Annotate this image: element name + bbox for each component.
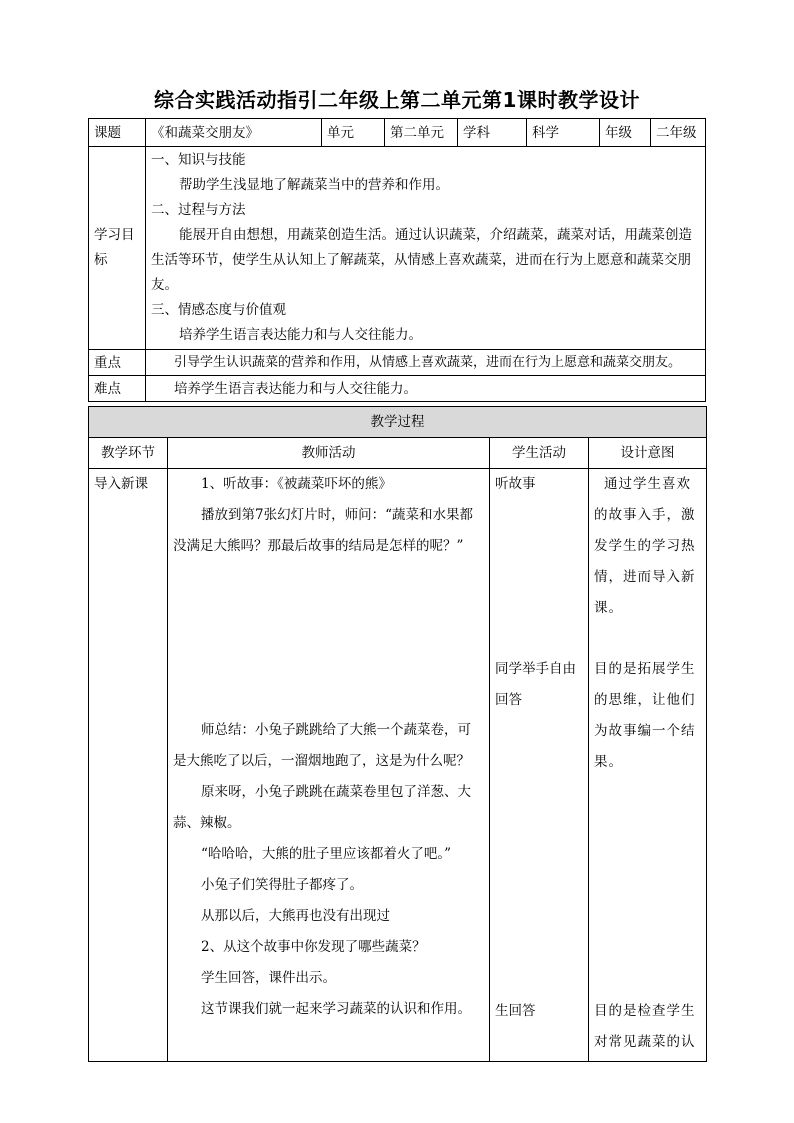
student-activity-cell [490,469,589,1062]
grade-value: 二年级 [651,119,706,147]
teacher-line: 学生回答，课件出示。 [201,970,336,986]
process-header: 教学过程 [89,407,707,438]
teaching-process-table [88,406,707,1062]
objectives-label: 学习目标 [89,147,146,350]
unit-label: 单元 [322,119,385,147]
difficulty-label: 难点 [89,376,146,402]
teacher-spacer [173,562,484,715]
design-intent-cell [589,469,707,1062]
process-row [89,469,707,1062]
teacher-line: 小兔子们笑得肚子都疼了。 [201,877,363,893]
topic-value: 《和蔬菜交朋友》 [146,119,322,147]
teacher-line: “哈哈哈，大熊的肚子里应该都着火了吧。” [201,846,452,862]
teacher-line: 播放到第7张幻灯片时，师问：“蔬菜和水果都没满足大熊吗？那最后故事的结局是怎样的呢？” [173,507,473,554]
lesson-info-table [88,118,706,402]
page-title: 综合实践活动指引二年级上第二单元第1课时教学设计 [154,88,640,112]
topic-label: 课题 [89,119,146,147]
teacher-activity-cell [168,469,490,1062]
column-teacher: 教师活动 [168,438,490,469]
student-activity-1: 听故事 [495,476,536,492]
objective-heading-3: 三、情感态度与价值观 [151,302,286,318]
design-intent-1: 通过学生喜欢的故事入手，激发学生的学习热情，进而导入新课。 [594,476,696,616]
process-columns-row [89,438,707,469]
stage-cell [89,469,168,1062]
key-point-row [89,350,706,376]
key-point-label: 重点 [89,350,146,376]
objective-heading-1: 一、知识与技能 [151,152,246,168]
design-intent-3: 目的是检查学生对常见蔬菜的认 [594,1003,696,1050]
column-intent: 设计意图 [589,438,707,469]
student-activity-3: 生回答 [495,1003,536,1019]
column-student: 学生活动 [490,438,589,469]
design-intent-2: 目的是拓展学生的思维，让他们为故事编一个结果。 [594,661,696,770]
objectives-content [146,147,706,350]
teacher-line: 1、听故事：《被蔬菜吓坏的熊》 [201,476,392,492]
difficulty-text: 培养学生语言表达能力和与人交往能力。 [146,376,706,402]
teacher-line: 师总结：小兔子跳跳给了大熊一个蔬菜卷，可是大熊吃了以后，一溜烟地跑了，这是为什么呢？ [173,722,471,769]
teacher-line: 这节课我们就一起来学习蔬菜的认识和作用。 [201,1001,471,1017]
teacher-line: 2、从这个故事中你发现了哪些蔬菜？ [201,939,426,955]
unit-value: 第二单元 [385,119,458,147]
stage-name: 导入新课 [94,476,148,492]
teacher-line: 原来呀，小兔子跳跳在蔬菜卷里包了洋葱、大蒜、辣椒。 [173,784,471,831]
key-point-text: 引导学生认识蔬菜的营养和作用，从情感上喜欢蔬菜，进而在行为上愿意和蔬菜交朋友。 [146,350,706,376]
objective-heading-2: 二、过程与方法 [151,202,246,218]
info-row [89,119,706,147]
subject-value: 科学 [527,119,600,147]
objectives-row [89,147,706,350]
teacher-line: 从那以后，大熊再也没有出现过 [201,908,390,924]
objective-text-3: 培养学生语言表达能力和与人交往能力。 [179,327,422,343]
student-activity-2: 同学举手自由回答 [495,661,576,708]
process-header-row [89,407,707,438]
column-stage: 教学环节 [89,438,168,469]
subject-label: 学科 [458,119,527,147]
objective-text-2: 能展开自由想想，用蔬菜创造生活。通过认识蔬菜，介绍蔬菜，蔬菜对话，用蔬菜创造生活等环节，使学生从认知上了解蔬菜，从情感上喜欢蔬菜，进而在行为上愿意和蔬菜交朋友。 [151,227,692,293]
objective-text-1: 帮助学生浅显地了解蔬菜当中的营养和作用。 [179,177,449,193]
grade-label: 年级 [600,119,651,147]
difficulty-row [89,376,706,402]
